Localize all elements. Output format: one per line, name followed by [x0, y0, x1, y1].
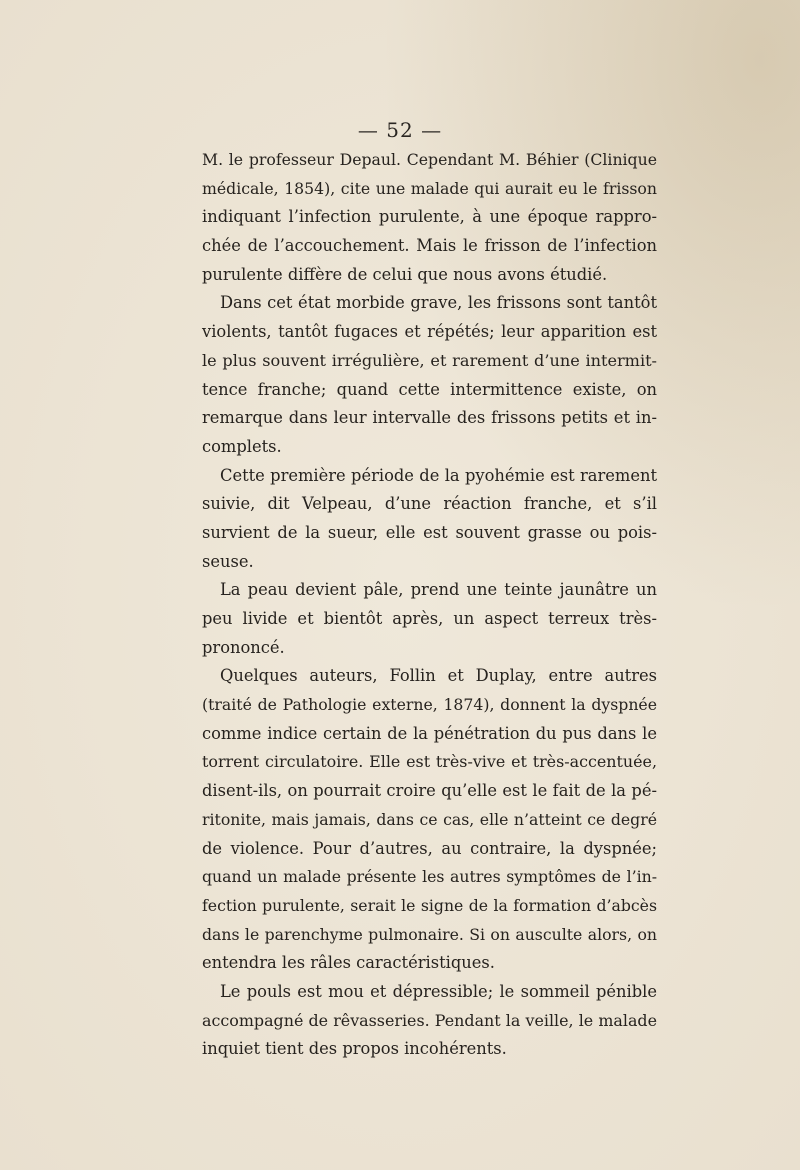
text-line: chée de l’accouchement. Mais le frisson de l’infection — [202, 236, 657, 256]
text-line: disent-ils, on pourrait croire qu’elle est le fait de la pé- — [202, 781, 657, 801]
text-line: fection purulente, serait le signe de la formation d’abcès — [202, 895, 657, 915]
text-line: tence franche; quand cette intermittence existe, on — [202, 379, 657, 399]
text-line: survient de la sueur, elle est souvent grasse ou pois- — [202, 522, 657, 542]
text-line: indiquant l’infection purulente, à une époque rappro- — [202, 207, 657, 227]
text-line: La peau devient pâle, prend une teinte jaunâtre un — [220, 580, 657, 600]
text-line: Quelques auteurs, Follin et Duplay, entre autres — [220, 666, 657, 686]
text-line: violents, tantôt fugaces et répétés; leur apparition est — [202, 322, 657, 342]
text-line: complets. — [202, 436, 282, 456]
text-line: dans le parenchyme pulmonaire. Si on ausculte alors, on — [202, 924, 657, 944]
text-line: prononcé. — [202, 637, 285, 657]
text-line: M. le professeur Depaul. Cependant M. Béhier (Clinique — [202, 150, 657, 169]
text-line: inquiet tient des propos incohérents. — [202, 1039, 507, 1059]
text-line: quand un malade présente les autres symptômes de l’in- — [202, 867, 657, 887]
text-line: médicale, 1854), cite une malade qui aurait eu le frisson — [202, 178, 657, 198]
text-line: le plus souvent irrégulière, et rarement d’une intermit- — [202, 350, 657, 370]
text-line: entendra les râles caractéristiques. — [202, 953, 495, 973]
text-line: remarque dans leur intervalle des frissons petits et in- — [202, 408, 657, 428]
text-line: de violence. Pour d’autres, au contraire, la dyspnée; — [202, 838, 657, 858]
page-number: — 52 — — [357, 118, 443, 142]
text-line: accompagné de rêvasseries. Pendant la veille, le malade — [202, 1010, 657, 1030]
text-line: Le pouls est mou et dépressible; le sommeil pénible — [220, 981, 657, 1001]
text-line: ritonite, mais jamais, dans ce cas, elle n’atteint ce degré — [202, 809, 657, 829]
text-line: seuse. — [202, 551, 254, 571]
text-line: suivie, dit Velpeau, d’une réaction franche, et s’il — [202, 494, 657, 514]
text-line: (traité de Pathologie externe, 1874), donnent la dyspnée — [202, 695, 657, 715]
text-line: Cette première période de la pyohémie est rarement — [220, 465, 657, 485]
text-line: torrent circulatoire. Elle est très-vive et très-accentuée, — [202, 752, 657, 772]
body-text — [202, 146, 657, 1064]
text-line: Dans cet état morbide grave, les frissons sont tantôt — [220, 293, 657, 313]
text-line: comme indice certain de la pénétration du pus dans le — [202, 723, 657, 743]
text-line: purulente diffère de celui que nous avons étudié. — [202, 264, 608, 284]
text-line: peu livide et bientôt après, un aspect terreux très- — [202, 609, 657, 628]
